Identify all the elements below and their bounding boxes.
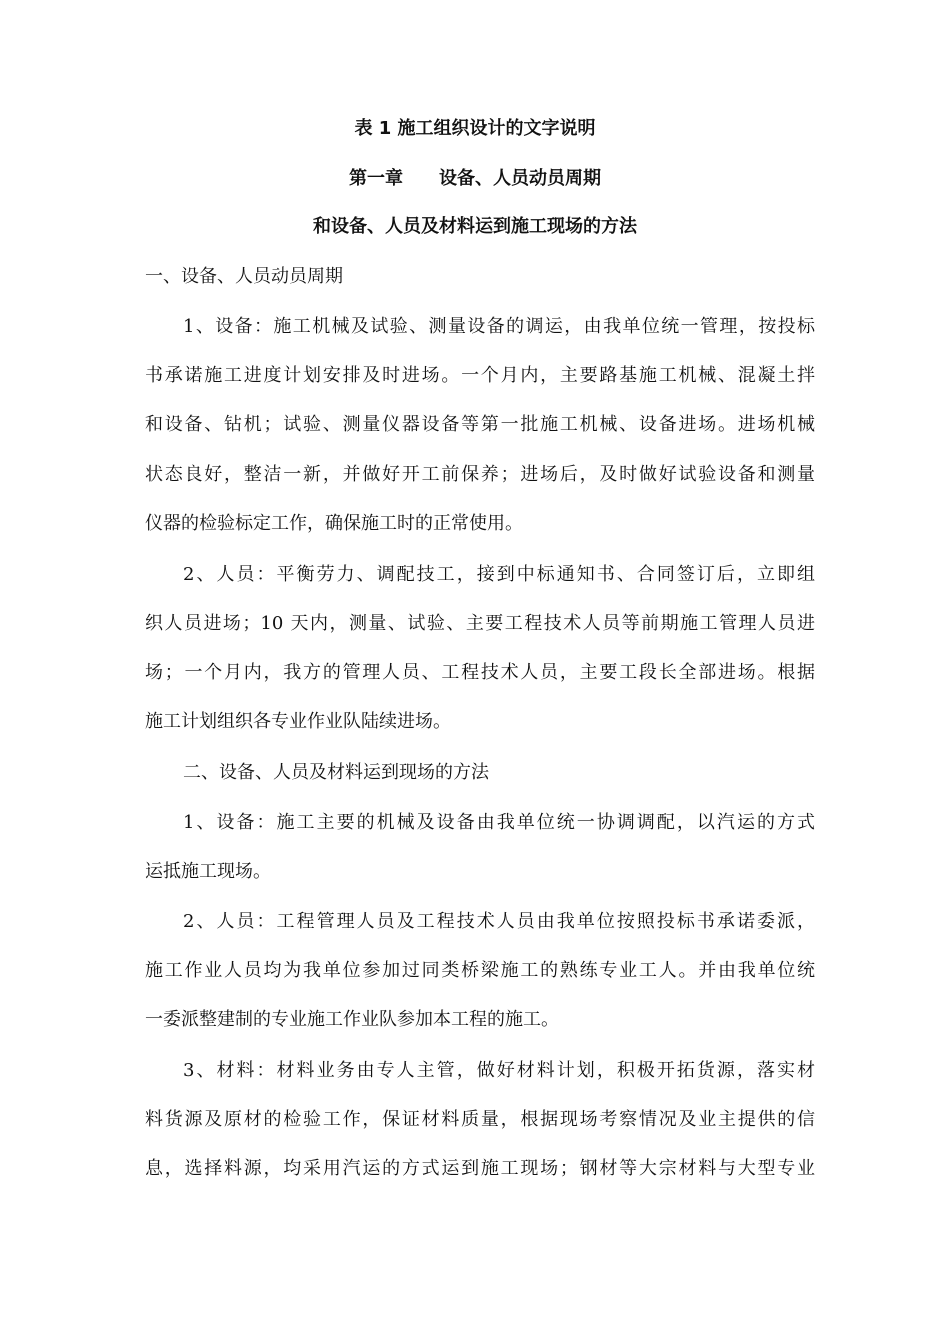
document-title: 表 1 施工组织设计的文字说明 xyxy=(354,118,596,139)
paragraph-line: 一委派整建制的专业施工作业队参加本工程的施工。 xyxy=(145,1009,559,1030)
paragraph-line: 状态良好，整洁一新，并做好开工前保养；进场后，及时做好试验设备和测量 xyxy=(145,464,815,485)
chapter-heading: 第一章 设备、人员动员周期 xyxy=(349,168,601,189)
paragraph-line: 3、材料：材料业务由专人主管，做好材料计划，积极开拓货源，落实材 xyxy=(183,1060,815,1081)
paragraph-line: 2、人员：平衡劳力、调配技工，接到中标通知书、合同签订后，立即组 xyxy=(183,564,815,585)
paragraph-line: 1、设备：施工主要的机械及设备由我单位统一协调调配，以汽运的方式 xyxy=(183,812,815,833)
chapter-subheading: 和设备、人员及材料运到施工现场的方法 xyxy=(313,216,637,237)
paragraph-line: 2、人员：工程管理人员及工程技术人员由我单位按照投标书承诺委派， xyxy=(183,911,815,932)
paragraph-line: 仪器的检验标定工作，确保施工时的正常使用。 xyxy=(145,513,523,534)
paragraph-line: 施工计划组织各专业作业队陆续进场。 xyxy=(145,711,451,732)
paragraph-line: 和设备、钻机；试验、测量仪器设备等第一批施工机械、设备进场。进场机械 xyxy=(145,414,815,435)
paragraph-line: 施工作业人员均为我单位参加过同类桥梁施工的熟练专业工人。并由我单位统 xyxy=(145,960,815,981)
paragraph-line: 料货源及原材的检验工作，保证材料质量，根据现场考察情况及业主提供的信 xyxy=(145,1109,815,1130)
section-heading: 二、设备、人员及材料运到现场的方法 xyxy=(183,762,489,783)
paragraph-line: 织人员进场；10 天内，测量、试验、主要工程技术人员等前期施工管理人员进 xyxy=(145,613,815,634)
paragraph-line: 运抵施工现场。 xyxy=(145,861,271,882)
paragraph-line: 场；一个月内，我方的管理人员、工程技术人员，主要工段长全部进场。根据 xyxy=(145,662,815,683)
section-heading: 一、设备、人员动员周期 xyxy=(145,266,343,287)
paragraph-line: 息，选择料源，均采用汽运的方式运到施工现场；钢材等大宗材料与大型专业 xyxy=(145,1158,815,1179)
paragraph-line: 书承诺施工进度计划安排及时进场。一个月内，主要路基施工机械、混凝土拌 xyxy=(145,365,815,386)
paragraph-line: 1、设备：施工机械及试验、测量设备的调运，由我单位统一管理，按投标 xyxy=(183,316,815,337)
